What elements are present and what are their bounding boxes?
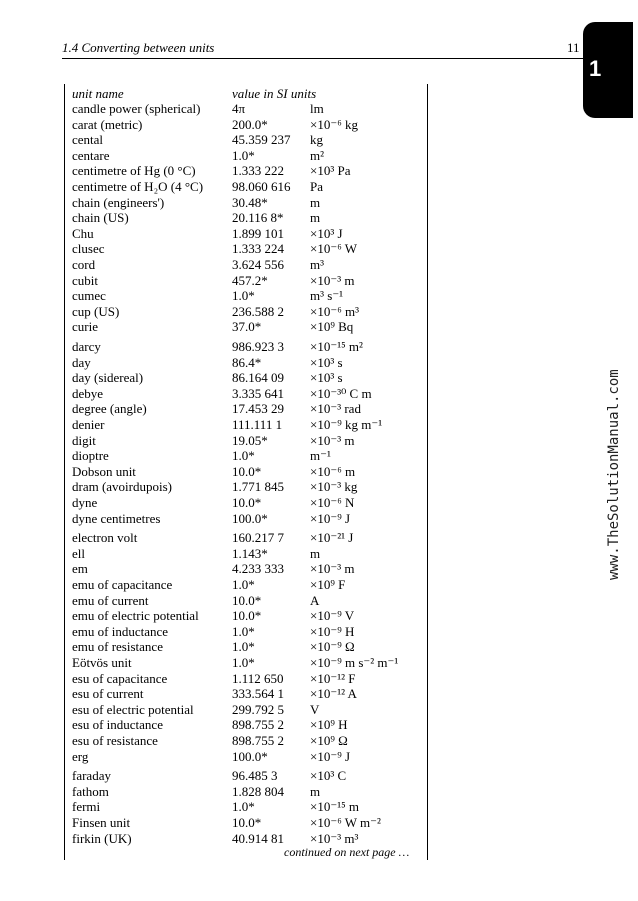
si-unit-cell: kg — [310, 132, 323, 148]
si-unit-cell: ×10⁻³ m — [310, 561, 355, 577]
si-unit-cell: ×10⁻³ kg — [310, 479, 358, 495]
si-value-cell: 236.588 2 — [232, 303, 284, 319]
si-unit-cell: m — [310, 210, 321, 226]
si-unit-cell: ×10⁻³ rad — [310, 401, 361, 417]
si-value-cell: 17.453 29 — [232, 401, 284, 417]
si-unit-cell: ×10⁻⁹ kg m⁻¹ — [310, 417, 383, 432]
column-header-si-value: value in SI units — [232, 86, 317, 101]
si-unit-cell: ×10⁹ F — [310, 577, 346, 592]
si-value-cell: 1.0* — [232, 577, 255, 592]
si-value-cell: 1.112 650 — [232, 670, 284, 686]
header-rule — [62, 58, 590, 59]
si-value-cell: 898.755 2 — [232, 733, 284, 748]
si-value-cell: 86.164 09 — [232, 370, 284, 386]
si-unit-cell: ×10⁻⁶ kg — [310, 116, 358, 132]
table-left-border — [64, 84, 65, 860]
unit-name-cell: cup (US) — [72, 303, 120, 319]
si-unit-cell: ×10⁹ H — [310, 717, 348, 733]
si-unit-cell: ×10⁻⁶ m³ — [310, 303, 359, 319]
unit-name-cell: firkin (UK) — [72, 830, 132, 846]
si-unit-cell: ×10⁹ Ω — [310, 733, 348, 748]
unit-name-cell: darcy — [72, 339, 101, 354]
si-value-cell: 1.333 224 — [232, 241, 284, 257]
si-value-cell: 37.0* — [232, 319, 262, 335]
si-value-cell: 1.899 101 — [232, 225, 284, 241]
si-unit-cell: ×10⁻¹⁵ m — [310, 799, 359, 815]
si-unit-cell: ×10⁻²¹ J — [310, 530, 354, 546]
si-unit-cell: ×10⁻⁹ m s⁻² m⁻¹ — [310, 655, 399, 670]
si-unit-cell: ×10⁻⁹ Ω — [310, 639, 355, 655]
unit-name-cell: emu of inductance — [72, 623, 169, 639]
unit-name-cell: dyne — [72, 495, 98, 510]
unit-name-cell: cord — [72, 257, 96, 272]
si-unit-cell: m — [310, 194, 321, 210]
si-value-cell: 1.143* — [232, 545, 268, 561]
si-value-cell: 10.0* — [232, 463, 262, 479]
si-value-cell: 40.914 81 — [232, 830, 284, 846]
unit-name-cell: centimetre of H₂O (4 °C) — [72, 179, 204, 194]
si-unit-cell: ×10⁻¹⁵ m² — [310, 339, 363, 354]
chapter-tab — [583, 22, 633, 118]
si-value-cell: 96.485 3 — [232, 768, 278, 784]
unit-name-cell: emu of capacitance — [72, 577, 173, 592]
si-unit-cell: V — [310, 701, 320, 717]
unit-name-cell: cental — [72, 132, 104, 148]
si-unit-cell: ×10⁻³ m — [310, 272, 355, 288]
si-unit-cell: ×10³ J — [310, 225, 343, 241]
unit-name-cell: carat (metric) — [72, 116, 143, 132]
si-value-cell: 1.0* — [232, 655, 255, 670]
unit-name-cell: erg — [72, 748, 89, 764]
running-header-section: 1.4 Converting between units — [62, 40, 215, 55]
si-value-cell: 1.0* — [232, 799, 255, 815]
chapter-tab-label: 1 — [589, 56, 602, 81]
si-value-cell: 10.0* — [232, 608, 262, 624]
unit-name-cell: Chu — [72, 225, 94, 241]
si-unit-cell: m² — [310, 147, 325, 163]
si-value-cell: 86.4* — [232, 354, 262, 370]
si-value-cell: 1.828 804 — [232, 783, 284, 799]
page-number: 11 — [567, 40, 580, 55]
si-unit-cell: ×10⁻⁹ H — [310, 623, 355, 639]
unit-name-cell: dram (avoirdupois) — [72, 479, 173, 495]
si-value-cell: 100.0* — [232, 748, 268, 764]
unit-name-cell: candle power (spherical) — [72, 101, 201, 116]
si-unit-cell: Pa — [310, 179, 323, 194]
si-value-cell: 10.0* — [232, 815, 262, 830]
unit-name-cell: esu of current — [72, 686, 144, 702]
unit-name-cell: day — [72, 354, 91, 370]
si-unit-cell: ×10³ s — [310, 354, 343, 370]
unit-name-cell: denier — [72, 417, 105, 432]
unit-name-cell: fermi — [72, 799, 101, 815]
si-value-cell: 4.233 333 — [232, 561, 284, 577]
si-unit-cell: ×10⁻⁶ W m⁻² — [310, 815, 381, 830]
unit-name-cell: cumec — [72, 288, 106, 304]
unit-name-cell: Finsen unit — [72, 815, 131, 830]
si-unit-cell: ×10⁻⁹ J — [310, 510, 351, 526]
unit-name-cell: chain (engineers') — [72, 194, 165, 210]
watermark-text: www.TheSolutionManual.com — [606, 369, 622, 580]
si-value-cell: 4π — [232, 101, 246, 116]
unit-name-cell: em — [72, 561, 88, 577]
si-value-cell: 1.0* — [232, 288, 255, 304]
si-value-cell: 111.111 1 — [232, 417, 283, 432]
si-unit-cell: ×10³ s — [310, 370, 343, 386]
si-value-cell: 98.060 616 — [232, 179, 291, 194]
unit-name-cell: Eötvös unit — [72, 655, 132, 670]
unit-name-cell: fathom — [72, 783, 109, 799]
si-unit-cell: m⁻¹ — [310, 448, 331, 464]
si-unit-cell: ×10³ C — [310, 768, 347, 784]
si-unit-cell: lm — [310, 101, 324, 116]
si-value-cell: 3.624 556 — [232, 257, 284, 272]
unit-name-cell: emu of current — [72, 592, 149, 608]
unit-name-cell: esu of resistance — [72, 733, 158, 748]
si-unit-cell: ×10³ Pa — [310, 163, 351, 179]
unit-name-cell: dioptre — [72, 448, 109, 464]
si-unit-cell: ×10⁻⁹ J — [310, 748, 351, 764]
si-unit-cell: m — [310, 783, 321, 799]
si-unit-cell: ×10⁻¹² A — [310, 686, 357, 702]
si-value-cell: 19.05* — [232, 432, 268, 448]
si-value-cell: 20.116 8* — [232, 210, 284, 226]
si-value-cell: 45.359 237 — [232, 132, 291, 148]
si-value-cell: 299.792 5 — [232, 701, 284, 717]
si-unit-cell: A — [310, 592, 320, 608]
si-unit-cell: ×10⁻⁶ m — [310, 463, 356, 479]
si-value-cell: 160.217 7 — [232, 530, 284, 546]
si-unit-cell: ×10⁻¹² F — [310, 670, 356, 686]
si-value-cell: 100.0* — [232, 510, 268, 526]
si-value-cell: 986.923 3 — [232, 339, 284, 354]
si-value-cell: 3.335 641 — [232, 385, 284, 401]
unit-name-cell: cubit — [72, 272, 98, 288]
unit-name-cell: dyne centimetres — [72, 510, 161, 526]
unit-name-cell: centimetre of Hg (0 °C) — [72, 163, 196, 179]
unit-name-cell: degree (angle) — [72, 401, 147, 417]
unit-name-cell: clusec — [72, 241, 105, 257]
si-unit-cell: ×10⁻⁶ W — [310, 241, 358, 257]
unit-name-cell: ell — [72, 545, 85, 561]
si-value-cell: 10.0* — [232, 592, 262, 608]
column-header-unit-name: unit name — [72, 86, 124, 101]
unit-name-cell: esu of electric potential — [72, 701, 194, 717]
si-unit-cell: ×10⁻³ m — [310, 432, 355, 448]
si-value-cell: 898.755 2 — [232, 717, 284, 733]
unit-name-cell: emu of resistance — [72, 639, 163, 655]
si-value-cell: 30.48* — [232, 194, 268, 210]
si-value-cell: 1.333 222 — [232, 163, 284, 179]
table-right-border — [427, 84, 428, 860]
si-value-cell: 457.2* — [232, 272, 268, 288]
continued-note: continued on next page … — [284, 845, 410, 859]
si-value-cell: 333.564 1 — [232, 686, 284, 702]
unit-name-cell: Dobson unit — [72, 463, 136, 479]
unit-name-cell: centare — [72, 147, 110, 163]
unit-name-cell: esu of capacitance — [72, 670, 168, 686]
si-unit-cell: ×10⁹ Bq — [310, 319, 354, 335]
si-value-cell: 10.0* — [232, 495, 262, 510]
si-unit-cell: ×10⁻⁹ V — [310, 608, 355, 624]
si-value-cell: 1.0* — [232, 448, 255, 464]
unit-name-cell: emu of electric potential — [72, 608, 199, 624]
unit-name-cell: chain (US) — [72, 210, 129, 226]
unit-name-cell: curie — [72, 319, 98, 335]
unit-name-cell: esu of inductance — [72, 717, 163, 733]
unit-name-cell: day (sidereal) — [72, 370, 144, 386]
si-unit-cell: m — [310, 545, 321, 561]
unit-name-cell: electron volt — [72, 530, 138, 546]
si-unit-cell: m³ s⁻¹ — [310, 288, 344, 304]
si-value-cell: 1.0* — [232, 623, 255, 639]
si-value-cell: 1.0* — [232, 147, 255, 163]
si-value-cell: 200.0* — [232, 116, 268, 132]
si-unit-cell: ×10⁻⁶ N — [310, 495, 355, 510]
si-unit-cell: ×10⁻³ m³ — [310, 830, 359, 846]
si-unit-cell: m³ — [310, 257, 325, 272]
unit-name-cell: faraday — [72, 768, 111, 784]
si-value-cell: 1.771 845 — [232, 479, 284, 495]
si-value-cell: 1.0* — [232, 639, 255, 655]
unit-name-cell: digit — [72, 432, 96, 448]
unit-name-cell: debye — [72, 385, 104, 401]
si-unit-cell: ×10⁻³⁰ C m — [310, 385, 372, 401]
